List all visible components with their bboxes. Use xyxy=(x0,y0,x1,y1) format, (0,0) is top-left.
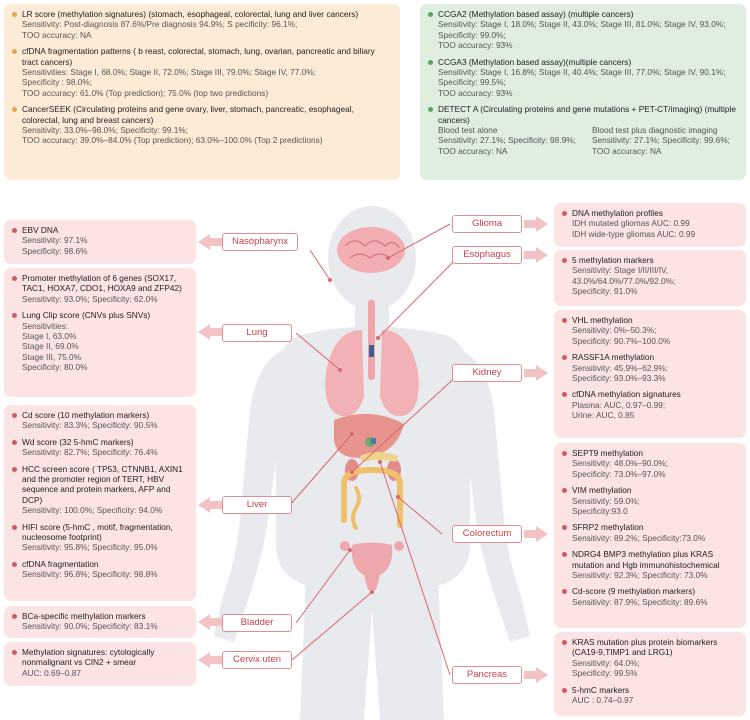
detail-line: Sensitivity: 27.1%; Specificity: 98.9%; xyxy=(438,135,576,146)
organ-label-bladder: Bladder xyxy=(222,614,292,632)
organ-label-cervix-uteri: Cervix uteri xyxy=(222,651,292,669)
marker-entry xyxy=(12,611,188,632)
organ-label-lung: Lung xyxy=(222,324,292,342)
marker-detail: Sensitivity: 64.0%; xyxy=(572,657,640,668)
organ-label-kidney: Kidney xyxy=(452,364,522,382)
marker-detail: Sensitivity: Stage I, 16.8%; Stage II, 40.4%; Stage III, 77.0%; Stage IV, 90.1%; xyxy=(438,67,726,78)
marker-entry xyxy=(562,208,738,239)
marker-title: Promoter methylation of 6 genes (SOX17, TAC1, HOXA7, CDO1, HOXA9 and ZFP42) xyxy=(22,273,182,294)
marker-detail: Specificity: 99.5% xyxy=(572,668,638,679)
detail-line: Blood test alone xyxy=(438,125,498,136)
organ-label-esophagus: Esophagus xyxy=(452,246,522,264)
marker-detail: Stage II, 69.0% xyxy=(22,341,79,352)
esophagus-box xyxy=(554,250,746,306)
bullet-dot xyxy=(12,228,17,233)
marker-detail: Sensitivities: Stage I, 68.0%; Stage II, 72.0%; Stage III, 79.0%; Stage IV, 77.0%; xyxy=(22,67,316,78)
marker-detail: Sensitivity: 92.3%; Specificity: 73.0% xyxy=(572,570,708,581)
marker-detail: Sensitivity: 45.9%–62.9%; xyxy=(572,362,668,373)
bullet-dot xyxy=(12,525,17,530)
marker-detail: Sensitivity: 59.0%; xyxy=(572,495,640,506)
marker-title: BCa-specific methylation markers xyxy=(22,611,146,621)
marker-title: Lung Clip score (CNVs plus SNVs) xyxy=(22,310,151,321)
marker-title: Cd-score (9 methylation markers) xyxy=(572,586,696,597)
marker-title: SEPT9 methylation xyxy=(572,448,644,458)
marker-detail: Sensitivity: 100.0%; Specificity: 94.0% xyxy=(22,505,163,516)
marker-detail: Sensitivity: 95.8%; Specificity: 95.0% xyxy=(22,542,158,553)
bullet-dot xyxy=(12,562,17,567)
detail-line: TOO accuracy: NA xyxy=(592,145,662,156)
marker-detail: Specificity: 91.0% xyxy=(572,286,638,297)
bullet-dot xyxy=(12,467,17,472)
lung-box xyxy=(4,268,196,397)
marker-detail: IDH mutated gliomas AUC: 0.99 xyxy=(572,218,690,229)
bullet-dot xyxy=(562,488,567,493)
detail-line: TOO accuracy: NA xyxy=(438,145,508,156)
marker-title: Methylation signatures: cytologically nonmalignant vs CIN2 + smear xyxy=(22,647,155,668)
marker-title: VIM methylation xyxy=(572,485,632,496)
marker-entry xyxy=(12,522,188,553)
marker-entry xyxy=(12,410,188,431)
marker-entry xyxy=(12,559,188,580)
marker-detail: TOO accuracy: NA xyxy=(22,29,92,40)
marker-detail: Sensitivity: 93.0%; Specificity: 62.0% xyxy=(22,293,158,304)
organ-label-pancreas: Pancreas xyxy=(452,666,522,684)
organ-label-liver: Liver xyxy=(222,496,292,514)
bullet-dot xyxy=(562,392,567,397)
marker-detail: Specificity: 80.0% xyxy=(22,362,88,373)
human-silhouette xyxy=(214,206,530,720)
marker-title: NDRG4 BMP3 methylation plus KRAS mutation and Hgb immunohistochemical xyxy=(572,549,720,570)
marker-entry xyxy=(12,437,188,458)
marker-detail: Sensitivity: Stage I/II/III/IV, xyxy=(572,265,669,276)
bullet-dot xyxy=(12,614,17,619)
marker-entry xyxy=(12,647,188,678)
marker-detail: Sensitivity: 96.8%; Specificity: 98.8% xyxy=(22,569,158,580)
marker-title: Cd score (10 methylation markers) xyxy=(22,410,150,420)
marker-entry xyxy=(12,310,188,372)
marker-entry xyxy=(12,273,188,304)
marker-entry xyxy=(562,637,738,679)
marker-detail: Sensitivity: 89.2%; Specificity:73.0% xyxy=(572,532,706,543)
marker-title: CCGA3 (Methylation based assay)(multiple cancers) xyxy=(438,56,632,67)
marker-title: CancerSEEK (Circulating proteins and gene ovary, liver, stomach, pancreatic, esophageal, colorectal, lung and breast cancers) xyxy=(22,104,354,125)
marker-detail: Specificity: 90.7%–100.0% xyxy=(572,335,671,346)
marker-detail: AUC: 0.69–0.87 xyxy=(22,667,82,678)
marker-detail: TOO accuracy: 39.0%–84.0% (Top prediction); 63.0%–100.0% (Top 2 predictions) xyxy=(22,135,323,146)
marker-detail: Sensitivity: 48.0%–90.0%; xyxy=(572,458,668,469)
marker-entry xyxy=(12,225,188,256)
bullet-dot xyxy=(562,688,567,693)
marker-entry xyxy=(562,549,738,580)
marker-detail: Sensitivity: 97.1% xyxy=(22,235,88,246)
bullet-dot xyxy=(562,589,567,594)
detail-line: Sensitivity: 27.1%; Specificity: 99.6%; xyxy=(592,135,730,146)
bullet-dot xyxy=(12,440,17,445)
marker-detail: Plasma: AUC, 0.97–0.99; xyxy=(572,399,666,410)
bullet-dot xyxy=(562,318,567,323)
bullet-dot xyxy=(562,552,567,557)
marker-entry xyxy=(12,464,188,516)
bullet-dot xyxy=(562,640,567,645)
marker-title: KRAS mutation plus protein biomarkers (CA19-9,TIMP1 and LRG1) xyxy=(572,637,718,658)
marker-detail: Sensitivity: 33.0%–98.0%; Specificity: 99.1%; xyxy=(22,125,189,136)
marker-entry xyxy=(562,485,738,516)
marker-detail: Specificity: 99.5%; xyxy=(438,77,506,88)
marker-detail: Sensitivity: 82.7%; Specificity: 76.4% xyxy=(22,447,158,458)
bullet-dot xyxy=(562,451,567,456)
marker-entry xyxy=(562,522,738,543)
marker-detail: Sensitivity: Post-diagnosis 87.6%/Pre diagnosis 94.9%; S pecificity: 96.1%; xyxy=(22,19,298,30)
bullet-dot xyxy=(12,313,17,318)
colorectum-box xyxy=(554,443,746,628)
marker-detail: 43.0%/64.0%/77.0%/92.0%; xyxy=(572,275,676,286)
marker-detail: Specificity: 73.0%–97.0% xyxy=(572,468,666,479)
marker-detail: TOO accuracy: 93% xyxy=(438,87,513,98)
liver-box xyxy=(4,405,196,601)
marker-detail: TOO accuracy: 93% xyxy=(438,40,513,51)
marker-entry xyxy=(562,685,738,706)
cervix-uteri-box xyxy=(4,642,196,686)
marker-title: LR score (methylation signatures) (stomach, esophageal, colorectal, lung and liver cancers) xyxy=(22,9,359,19)
brain-icon xyxy=(337,227,405,273)
marker-detail: Specificity : 98.0%; xyxy=(22,77,93,88)
bullet-dot xyxy=(12,650,17,655)
marker-title: 5 methylation markers xyxy=(572,255,654,265)
marker-detail: Sensitivity: 90.0%; Specificity: 83.1% xyxy=(22,621,158,632)
bladder-box xyxy=(4,606,196,638)
marker-detail: Specificity: 99.0%; xyxy=(438,29,506,40)
marker-detail: Specificity: 93.0%–93.3% xyxy=(572,373,666,384)
marker-detail: Stage III, 75.0% xyxy=(22,351,82,362)
marker-title: cfDNA methylation signatures xyxy=(572,389,681,400)
marker-entry xyxy=(562,586,738,607)
bullet-dot xyxy=(562,525,567,530)
bullet-dot xyxy=(562,258,567,263)
pancreas-box xyxy=(554,632,746,716)
bullet-dot xyxy=(12,276,17,281)
organ-label-colorectum: Colorectum xyxy=(452,525,522,543)
marker-detail: Sensitivity: 83.3%; Specificity: 90.5% xyxy=(22,420,158,431)
detect-a-title: DETECT A (Circulating proteins and gene mutations + PET-CT/imaging) (multiple cancers) xyxy=(438,104,736,125)
detail-line: Blood test plus diagnostic imaging xyxy=(592,125,718,136)
marker-detail: AUC : 0.74–0.97 xyxy=(572,695,634,706)
marker-detail: Sensitivities: xyxy=(22,320,69,331)
marker-title: Wd score (32 5-hmC markers) xyxy=(22,436,134,447)
marker-title: HIFI score (5-hmC , motif, fragmentation, nucleosome footprint) xyxy=(22,521,173,543)
organ-label-glioma: Glioma xyxy=(452,215,522,233)
esophagus-icon xyxy=(368,300,375,380)
marker-detail: Sensitivity: 0%–50.3%; xyxy=(572,325,657,336)
marker-detail: Specificity: 98.6% xyxy=(22,245,88,256)
marker-detail: Sensitivity: 87.9%; Specificity: 89.6% xyxy=(572,596,708,607)
bullet-dot xyxy=(562,355,567,360)
glioma-box xyxy=(554,203,746,247)
bullet-dot xyxy=(12,413,17,418)
marker-title: VHL methylation xyxy=(572,315,633,325)
bullet-dot xyxy=(562,211,567,216)
marker-detail: TOO accuracy: 61.0% (Top prediction); 75.0% (top two predictions) xyxy=(22,87,269,98)
marker-title: HCC screen score ( TP53, CTNNB1, AXIN1 and the promoter region of TERT, HBV sequence and protein markers, AFP and DCP) xyxy=(22,463,183,505)
organ-label-nasopharynx: Nasopharynx xyxy=(222,233,298,251)
marker-title: 5-hmC markers xyxy=(572,684,630,695)
marker-title: EBV DNA xyxy=(22,225,59,235)
marker-detail: Specificity:93.0 xyxy=(572,506,628,517)
marker-entry xyxy=(562,389,738,420)
marker-title: cfDNA fragmentation patterns ( b reast, colorectal, stomach, lung, ovarian, pancreatic and biliary tract cancers) xyxy=(22,46,375,67)
kidney-box xyxy=(554,310,746,438)
marker-entry xyxy=(562,352,738,383)
marker-entry xyxy=(562,315,738,346)
marker-title: SFRP2 methylation xyxy=(572,522,644,533)
marker-title: RASSF1A methylation xyxy=(572,352,655,363)
marker-title: CCGA2 (Methylation based assay) (multiple cancers) xyxy=(438,9,634,19)
marker-detail: Urine: AUC, 0.85 xyxy=(572,410,635,421)
nasopharynx-box xyxy=(4,220,196,264)
marker-title: DNA methylation profiles xyxy=(572,208,663,218)
marker-detail: Stage I, 63.0% xyxy=(22,331,77,342)
marker-entry xyxy=(562,255,738,297)
marker-detail: IDH wide-type gliomas AUC: 0.99 xyxy=(572,228,696,239)
marker-title: cfDNA fragmentation xyxy=(22,558,99,569)
marker-detail: Sensitivity: Stage I, 18.0%; Stage II, 43.0%; Stage III, 81.0%; Stage IV, 93.0%; xyxy=(438,19,726,30)
marker-entry xyxy=(562,448,738,479)
